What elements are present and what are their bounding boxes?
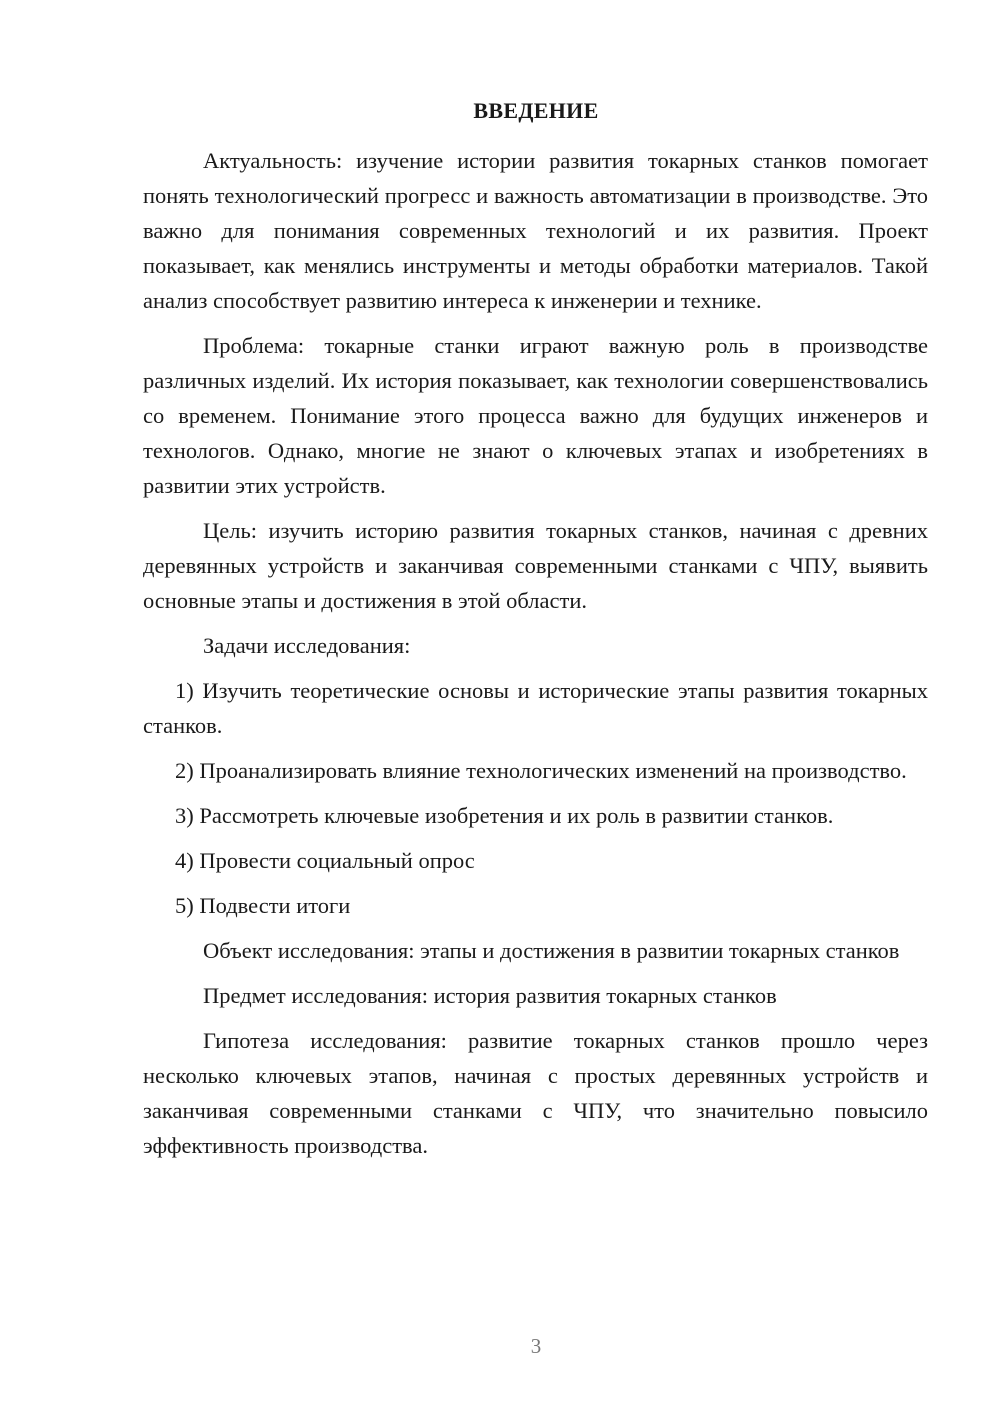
task-item-3: 3) Рассмотреть ключевые изобретения и их роль в развитии станков. (175, 803, 834, 828)
task-item-4: 4) Провести социальный опрос (175, 848, 475, 873)
paragraph-goal: Цель: изучить историю развития токарных станков, начиная с древних деревянных устройств и заканчивая современными станками с ЧПУ, выявить основные этапы и достижения в этой области. (143, 518, 928, 613)
paragraph-problem: Проблема: токарные станки играют важную роль в производстве различных изделий. Их история показывает, как технологии совершенствовались со временем. Понимание этого процесса важно для будущих инженеров и технологов. Однако, многие не знают о ключевых этапах и изобретениях в развитии этих устройств. (143, 333, 928, 498)
paragraph-hypothesis: Гипотеза исследования: развитие токарных станков прошло через несколько ключевых этапов, начиная с простых деревянных устройств и заканчивая современными станками с ЧПУ, что значительно повысило эффективность производства. (143, 1028, 928, 1158)
paragraph-subject: Предмет исследования: история развития токарных станков (203, 983, 777, 1008)
paragraph-tasks-heading: Задачи исследования: (203, 633, 411, 658)
paragraph-relevance: Актуальность: изучение истории развития токарных станков помогает понять технологический прогресс и важность автоматизации в производстве. Это важно для понимания современных технологий и их развития. Проект показывает, как менялись инструменты и методы обработки материалов. Такой анализ способствует развитию интереса к инженерии и технике. (143, 148, 928, 313)
document-title: ВВЕДЕНИЕ (473, 98, 599, 123)
document-body (143, 143, 928, 1173)
task-item-1: 1) Изучить теоретические основы и исторические этапы развития токарных станков. (143, 678, 928, 738)
task-item-2: 2) Проанализировать влияние технологических изменений на производство. (175, 758, 907, 783)
page-number: 3 (530, 1334, 542, 1358)
paragraph-object: Объект исследования: этапы и достижения в развитии токарных станков (203, 938, 900, 963)
task-item-5: 5) Подвести итоги (175, 893, 351, 918)
